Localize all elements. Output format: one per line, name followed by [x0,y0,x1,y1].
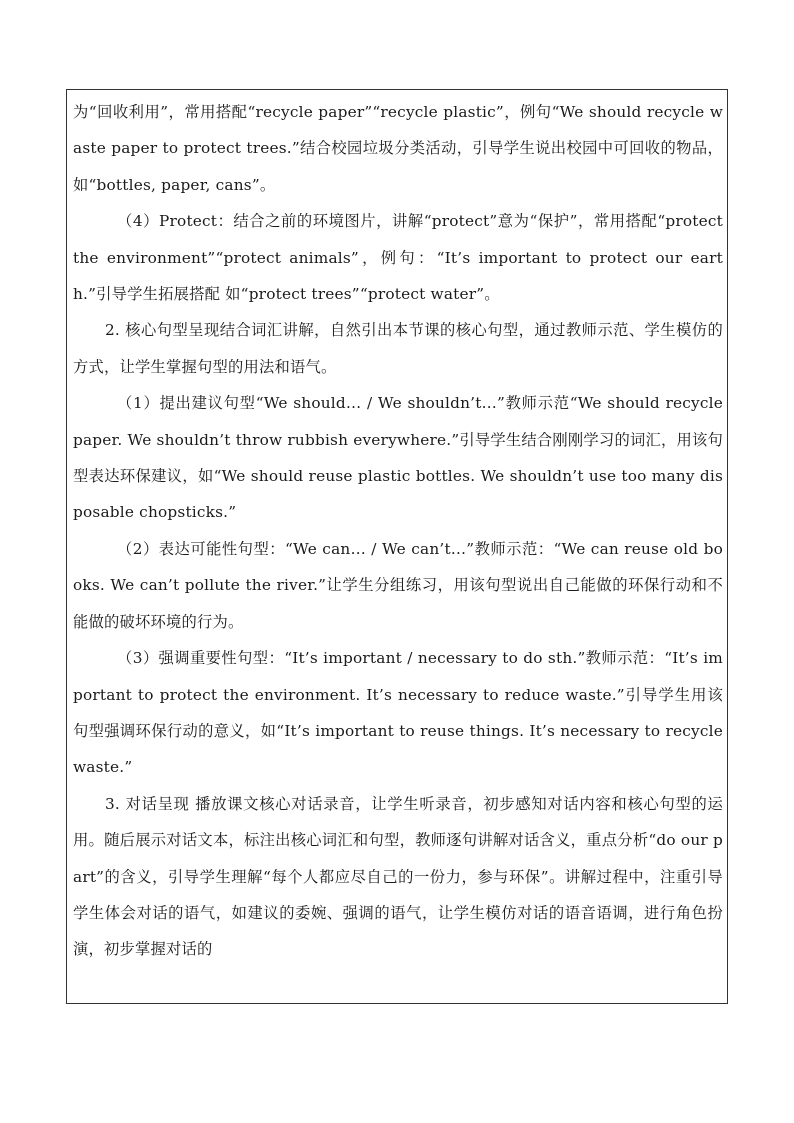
paragraph-protect-vocabulary: （4）Protect：结合之前的环境图片，讲解“protect”意为“保护”，常用搭配“protect the environment”“protect animals”，例句：“It’s important to protect our earth.”引导学生拓展搭配 如“protect trees”“protect water”。 [73,212,723,304]
paragraph-recycle-vocabulary: 为“回收利用”，常用搭配“recycle paper”“recycle plastic”，例句“We should recycle waste paper to protect trees.”结合校园垃圾分类活动，引导学生说出校园中可回收的物品，如“bottles, paper, cans”。 [73,103,723,194]
paragraph-suggestion-pattern: （1）提出建议句型“We should… / We shouldn’t…”教师示范“We should recycle paper. We shouldn’t throw rubbish everywhere.”引导学生结合刚刚学习的词汇，用该句型表达环保建议，如“We should reuse plastic bottles. We shouldn’t use too many disposable chopsticks.” [73,394,723,522]
paragraph-importance-pattern: （3）强调重要性句型：“It’s important / necessary to do sth.”教师示范：“It’s important to protect the environment. It’s necessary to reduce waste.”引导学生用该句型强调环保行动的意义，如“It’s important to reuse things. It’s necessary to recycle waste.” [73,649,723,777]
paragraph-possibility-pattern: （2）表达可能性句型：“We can… / We can’t…”教师示范：“We can reuse old books. We can’t pollute the river.”让学生分组练习，用该句型说出自己能做的环保行动和不能做的破坏环境的行为。 [73,539,723,631]
paragraph-core-sentence-patterns: 2. 核心句型呈现结合词汇讲解，自然引出本节课的核心句型，通过教师示范、学生模仿的方式，让学生掌握句型的用法和语气。 [73,321,723,376]
paragraph-dialogue-presentation: 3. 对话呈现 播放课文核心对话录音，让学生听录音，初步感知对话内容和核心句型的运用。随后展示对话文本，标注出核心词汇和句型，教师逐句讲解对话含义，重点分析“do our part”的含义，引导学生理解“每个人都应尽自己的一份力，参与环保”。讲解过程中，注重引导学生体会对话的语气，如建议的委婉、强调的语气，让学生模仿对话的语音语调，进行角色扮演，初步掌握对话的 [73,794,723,959]
lesson-plan-table-cell [66,89,728,1004]
lesson-plan-body [73,94,723,968]
